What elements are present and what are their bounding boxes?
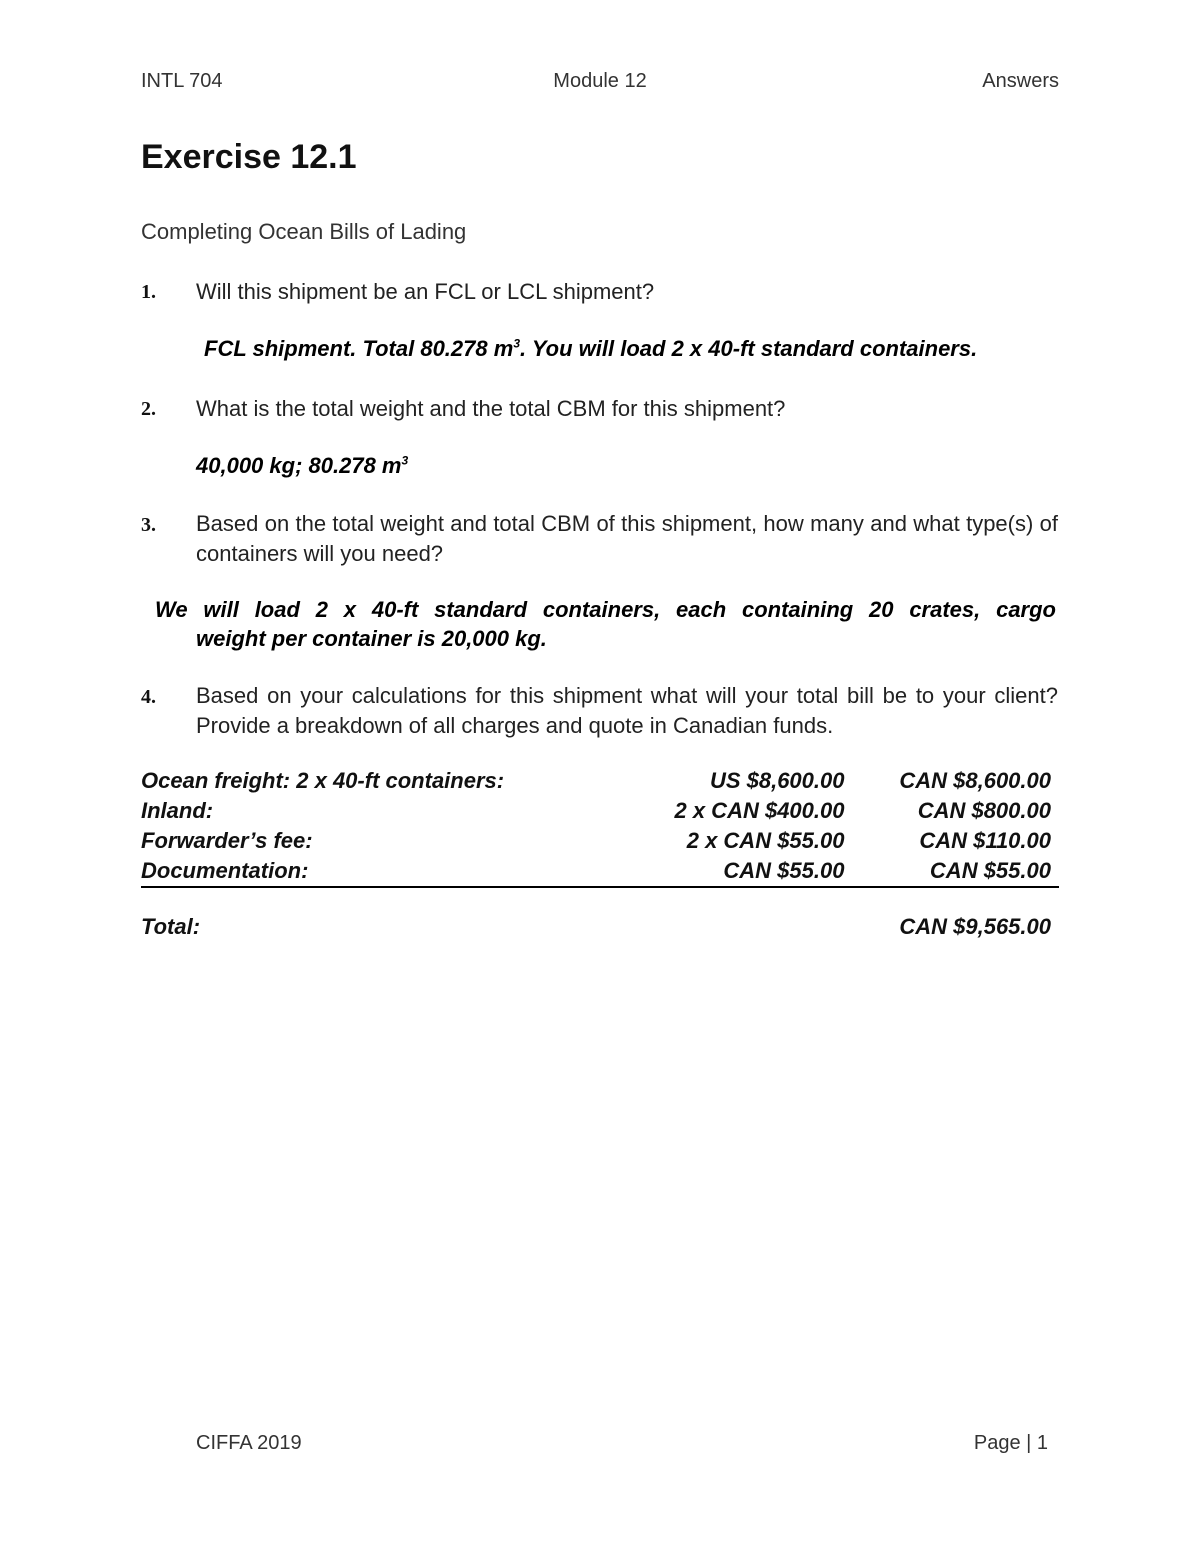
question-4-number: 4. bbox=[141, 686, 156, 708]
total-amount: CAN $9,565.00 bbox=[899, 914, 1051, 939]
footer-page-number: Page | 1 bbox=[973, 1432, 1048, 1454]
charge-row-inland bbox=[141, 796, 1059, 826]
charge-detail: CAN $55.00 bbox=[557, 856, 852, 887]
charge-row-forwarder-fee bbox=[141, 826, 1059, 856]
page-title: Exercise 12.1 bbox=[141, 138, 357, 176]
charge-label: Inland: bbox=[141, 798, 214, 823]
answer-1-part-a: FCL shipment. Total 80.278 m bbox=[204, 336, 514, 361]
question-3-answer-line1: We will load 2 x 40-ft standard containers, each containing 20 crates, cargo bbox=[155, 597, 1056, 622]
charge-row-documentation bbox=[141, 856, 1059, 887]
charge-amount: CAN $8,600.00 bbox=[899, 768, 1051, 793]
question-1-text: Will this shipment be an FCL or LCL shipment? bbox=[196, 279, 655, 304]
header-module: Module 12 bbox=[553, 70, 647, 92]
charge-amount: CAN $110.00 bbox=[919, 828, 1051, 853]
question-3-answer-line2: weight per container is 20,000 kg. bbox=[196, 626, 547, 651]
question-3-text: Based on the total weight and total CBM of this shipment, how many and what type(s) of containers will you need? bbox=[196, 511, 1058, 566]
question-1-number: 1. bbox=[141, 281, 156, 303]
charge-label: Documentation: bbox=[141, 856, 557, 887]
question-4-text: Based on your calculations for this shipment what will your total bill be to your client? Provide a breakdown of all charges and quote in Canadian funds. bbox=[196, 683, 1058, 738]
total-label: Total: bbox=[141, 914, 201, 939]
total-row bbox=[141, 914, 1059, 940]
answer-2-superscript: 3 bbox=[401, 453, 409, 468]
question-2-text: What is the total weight and the total CBM for this shipment? bbox=[196, 396, 786, 421]
charge-detail: US $8,600.00 bbox=[709, 768, 845, 793]
question-2-answer bbox=[196, 451, 408, 480]
header-answers: Answers bbox=[982, 70, 1059, 92]
question-2-number: 2. bbox=[141, 398, 156, 420]
header-course: INTL 704 bbox=[141, 70, 223, 92]
question-3-number: 3. bbox=[141, 514, 156, 536]
page-subtitle: Completing Ocean Bills of Lading bbox=[141, 219, 467, 244]
charge-detail: 2 x CAN $400.00 bbox=[674, 798, 845, 823]
question-1-answer bbox=[204, 334, 977, 363]
charge-row-ocean-freight bbox=[141, 766, 1059, 796]
charge-label: Ocean freight: 2 x 40-ft containers: bbox=[141, 768, 505, 793]
charge-label: Forwarder’s fee: bbox=[141, 828, 313, 853]
charge-amount: CAN $55.00 bbox=[852, 856, 1059, 887]
answer-1-superscript: 3 bbox=[513, 336, 520, 351]
answer-2-part-a: 40,000 kg; 80.278 m bbox=[196, 453, 402, 478]
charge-amount: CAN $800.00 bbox=[917, 798, 1051, 823]
charge-detail: 2 x CAN $55.00 bbox=[686, 828, 845, 853]
answer-1-part-b: . You will load 2 x 40-ft standard containers. bbox=[520, 336, 978, 361]
footer-organization: CIFFA 2019 bbox=[196, 1432, 302, 1454]
charges-table bbox=[141, 766, 1059, 888]
